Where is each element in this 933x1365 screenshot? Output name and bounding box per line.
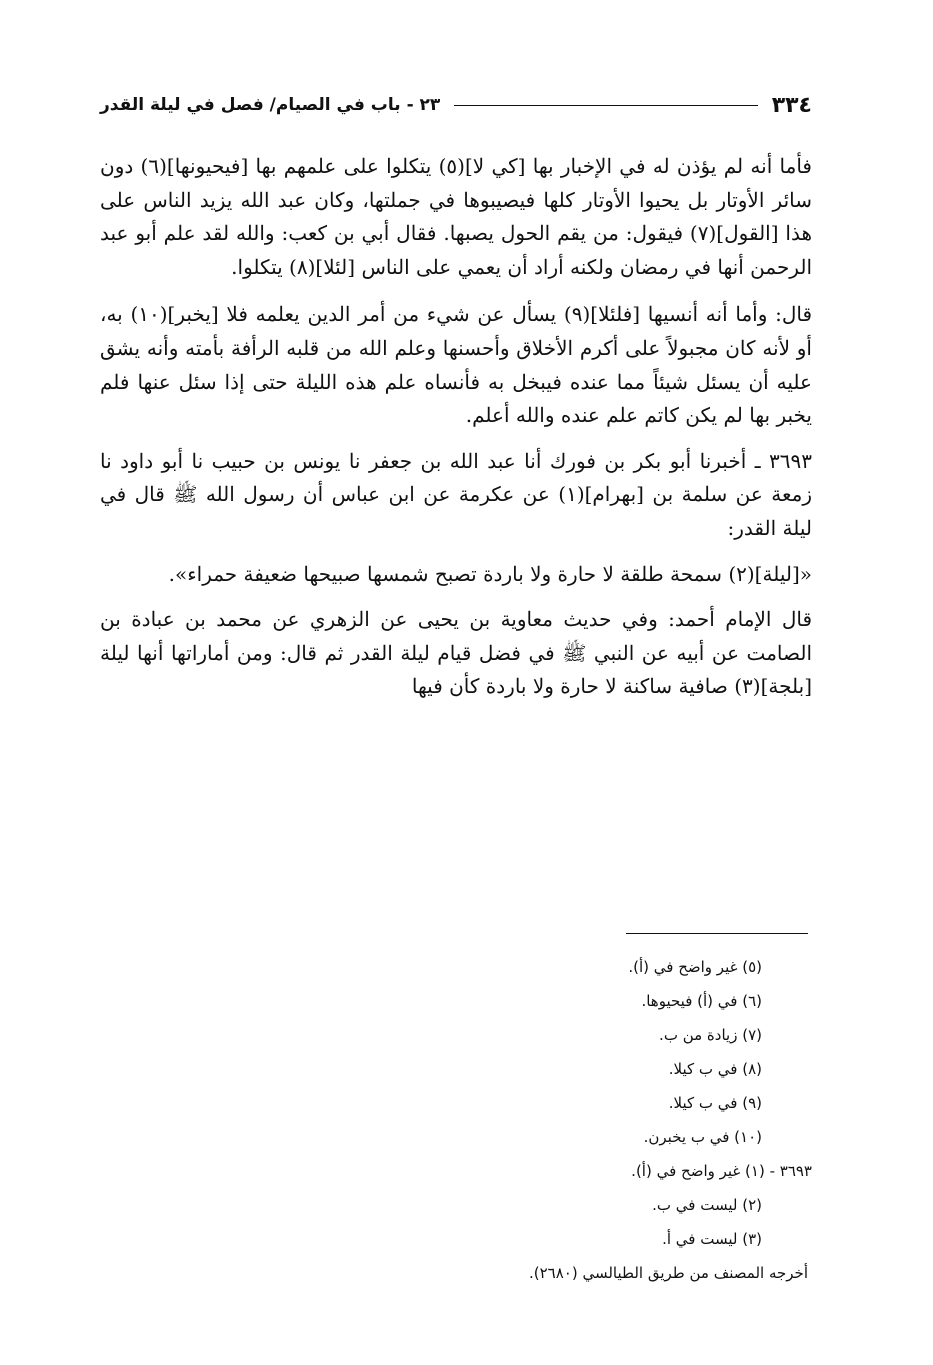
- footnote: (٢) ليست في ب.: [652, 1196, 762, 1214]
- paragraph: فأما أنه لم يؤذن له في الإخبار بها [كي لا](٥) يتكلوا على علمهم بها [فيحيونها](٦) دون سائر الأوتار بل يحيوا الأوتار كلها فيصيبوها في جملتها، وكان عبد الله يزيد الناس على هذا [القول](٧) فيقول: من يقم الحول يصبها. فقال أبي بن كعب: والله لقد علم أبو عبد الرحمن أنها في رمضان ولكنه أراد أن يعمي على الناس [لئلا](٨) يتكلوا.: [100, 154, 812, 279]
- paragraph: ٣٦٩٣ ـ أخبرنا أبو بكر بن فورك أنا عبد الله بن جعفر نا يونس بن حبيب نا أبو داود نا زمعة عن سلمة بن [بهرام](١) عن عكرمة عن ابن عباس أن رسول الله ﷺ قال في ليلة القدر:: [100, 448, 812, 540]
- footnote: ٣٦٩٣ - (١) غير واضح في (أ).: [631, 1162, 812, 1180]
- footnote-separator: [626, 933, 808, 934]
- paragraph: قال الإمام أحمد: وفي حديث معاوية بن يحيى عن الزهري عن محمد بن عبادة بن الصامت عن أبيه عن النبي ﷺ في فضل قيام ليلة القدر ثم قال: ومن أماراتها أنها ليلة [بلجة](٣) صافية ساكنة لا حارة ولا باردة كأن فيها: [100, 607, 812, 699]
- footnote: (٨) في ب كيلا.: [668, 1060, 762, 1078]
- footnote: (٩) في ب كيلا.: [668, 1094, 762, 1112]
- header-rule: [454, 105, 757, 106]
- page-number: ٣٣٤: [771, 92, 812, 118]
- footnotes: [380, 950, 820, 1290]
- chapter-title: ٢٣ - باب في الصيام/ فصل في ليلة القدر: [100, 95, 441, 115]
- paragraph: «[ليلة](٢) سمحة طلقة لا حارة ولا باردة تصبح شمسها صبيحها ضعيفة حمراء».: [168, 561, 812, 586]
- running-header: [100, 90, 812, 120]
- footnote: (٦) في (أ) فيحيوها.: [641, 992, 762, 1010]
- footnote: (٣) ليست في أ.: [662, 1230, 762, 1248]
- footnote: أخرجه المصنف من طريق الطيالسي (٢٦٨٠).: [529, 1264, 808, 1282]
- footnote: (١٠) في ب يخبرن.: [643, 1128, 762, 1146]
- paragraph: قال: وأما أنه أنسيها [فلئلا](٩) يسأل عن شيء من أمر الدين يعلمه فلا [يخبر](١٠) به، أو لأنه كان مجبولاً على أكرم الأخلاق وأحسنها وعلم الله من قلبه الرأفة بأمته وأنه يشق عليه أن يسئل شيئاً مما عنده فيبخل به فأنساه علم هذه الليلة حتى إذا سئل عنها فلم يخبر بها لم يكن كاتم علم عنده والله أعلم.: [100, 302, 813, 428]
- body-text: [100, 150, 812, 716]
- footnote: (٧) زيادة من ب.: [659, 1026, 762, 1044]
- footnote: (٥) غير واضح في (أ).: [628, 958, 762, 976]
